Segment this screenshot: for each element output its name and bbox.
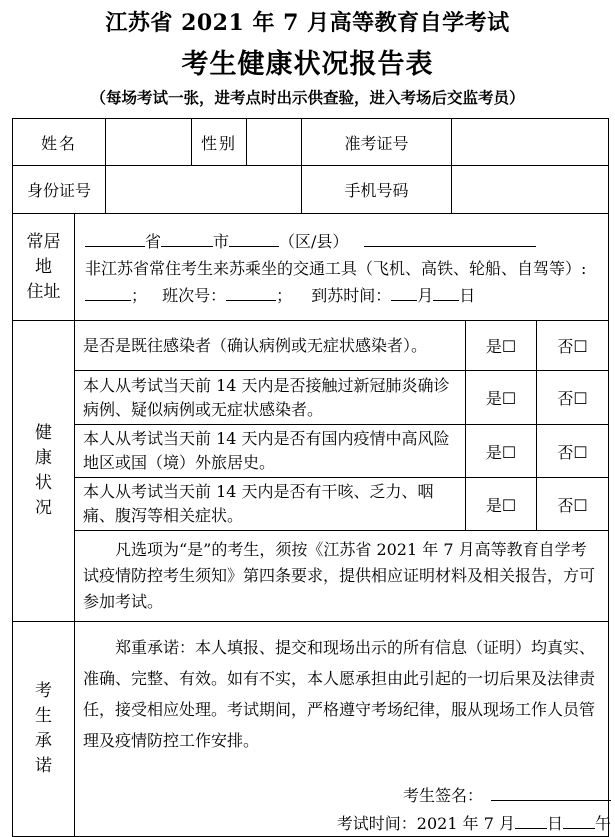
health-question-2: 本人从考试当天前 14 天内是否接触过新冠肺炎确诊病例、疑似病例或无症状感染者。 <box>75 371 466 425</box>
no-checkbox[interactable]: 否☐ <box>537 371 609 425</box>
exam-id-field[interactable] <box>452 119 609 166</box>
health-notice: 凡选项为“是”的考生，须按《江苏省 2021 年 7 月高等教育自学考试疫情防控考生须知》第四条要求，提供相应证明材料及相关报告，方可参加考试。 <box>75 531 609 622</box>
health-question-1: 是否是既往感染者（确认病例或无症状感染者）。 <box>75 321 466 371</box>
row-promise <box>13 622 609 837</box>
row-id-phone <box>13 166 609 214</box>
city-blank[interactable] <box>161 228 213 247</box>
exam-day-blank[interactable] <box>515 810 547 829</box>
form-title-line1: 江苏省 2021 年 7 月高等教育自学考试 <box>105 10 510 36</box>
row-address <box>13 214 609 321</box>
exam-date-line: 考试时间：2021 年 7 月 日 午 <box>75 810 611 834</box>
health-notice-row <box>13 531 609 622</box>
yes-checkbox[interactable]: 是☐ <box>466 478 537 531</box>
address-label: 常居 地 住址 <box>13 214 75 321</box>
form-note: （每场考试一张，进考点时出示供查验，进入考场后交监考员） <box>90 88 525 107</box>
row-basic-info <box>13 119 609 166</box>
exam-id-label: 准考证号 <box>302 119 452 166</box>
gender-field[interactable] <box>247 119 302 166</box>
yes-checkbox[interactable]: 是☐ <box>466 371 537 425</box>
train-no-blank[interactable] <box>226 282 276 301</box>
signature-line: 考生签名： <box>75 782 611 806</box>
street-blank[interactable] <box>364 228 536 247</box>
no-checkbox[interactable]: 否☐ <box>537 321 609 371</box>
gender-label: 性别 <box>192 119 247 166</box>
yes-checkbox[interactable]: 是☐ <box>466 425 537 478</box>
signature-blank[interactable] <box>491 782 611 801</box>
arrival-day-blank[interactable] <box>433 282 459 301</box>
health-label: 健 康 状 况 <box>13 321 75 622</box>
health-question-row <box>13 371 609 425</box>
address-field[interactable] <box>75 214 609 321</box>
form-title-line2: 考生健康状况报告表 <box>181 49 434 80</box>
health-question-row <box>13 321 609 371</box>
exam-session-blank[interactable] <box>563 810 595 829</box>
address-line: 省 市 （区/县） <box>85 228 600 255</box>
district-blank[interactable] <box>229 228 279 247</box>
health-question-4: 本人从考试当天前 14 天内是否有干咳、乏力、咽痛、腹泻等相关症状。 <box>75 478 466 531</box>
yes-checkbox[interactable]: 是☐ <box>466 321 537 371</box>
transport-line: 非江苏省常住考生来苏乘坐的交通工具（飞机、高铁、轮船、自驾等）: ； 班次号： ； 到苏时间： 月 日 <box>85 258 587 305</box>
name-label: 姓名 <box>13 119 106 166</box>
promise-cell <box>75 622 609 837</box>
phone-label: 手机号码 <box>302 166 452 214</box>
health-question-3: 本人从考试当天前 14 天内是否有国内疫情中高风险地区或国（境）外旅居史。 <box>75 425 466 478</box>
id-card-label: 身份证号 <box>13 166 106 214</box>
no-checkbox[interactable]: 否☐ <box>537 425 609 478</box>
arrival-month-blank[interactable] <box>391 282 417 301</box>
promise-text: 郑重承诺：本人填报、提交和现场出示的所有信息（证明）均真实、准确、完整、有效。如有不实，本人愿承担由此引起的一切后果及法律责任，接受相应处理。考试期间，严格遵守考场纪律，服从现场工作人员管理及疫情防控工作安排。 <box>83 638 596 750</box>
name-field[interactable] <box>106 119 192 166</box>
no-checkbox[interactable]: 否☐ <box>537 478 609 531</box>
health-question-row <box>13 425 609 478</box>
phone-field[interactable] <box>452 166 609 214</box>
health-question-row <box>13 478 609 531</box>
report-table <box>12 118 609 837</box>
province-blank[interactable] <box>85 228 145 247</box>
promise-label: 考 生 承 诺 <box>13 622 75 837</box>
transport-blank[interactable] <box>85 282 131 301</box>
id-card-field[interactable] <box>106 166 302 214</box>
